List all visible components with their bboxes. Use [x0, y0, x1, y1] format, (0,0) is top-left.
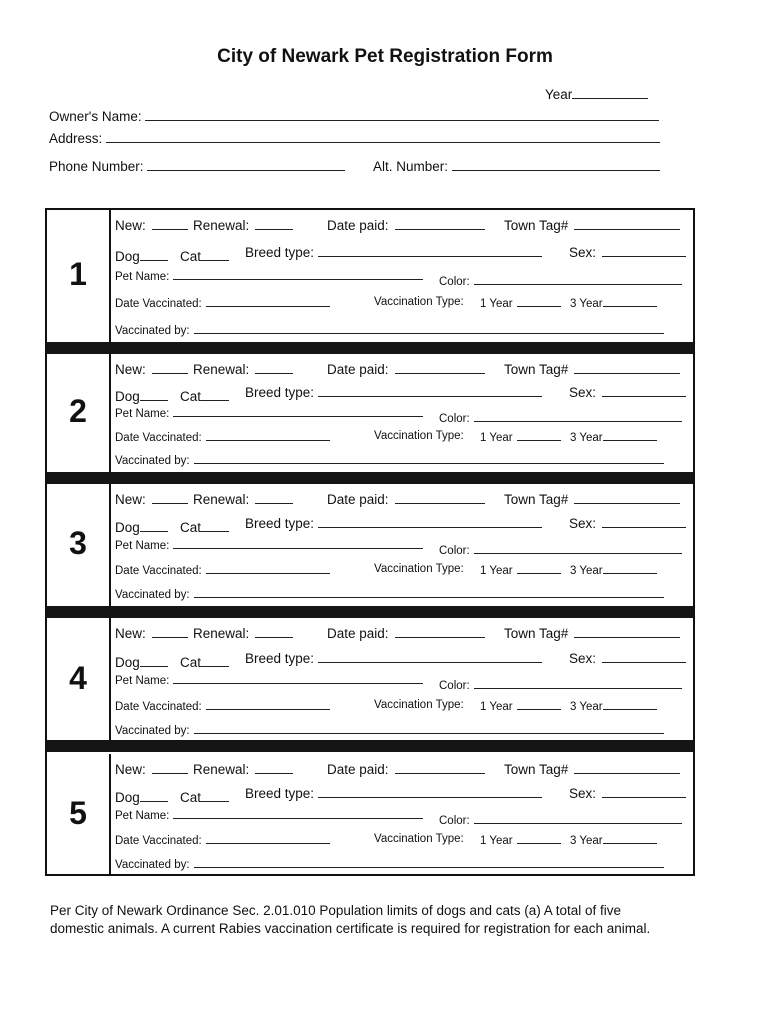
cat-label: Cat — [180, 790, 202, 806]
one-year-label: 1 Year — [480, 700, 513, 713]
new-input-line[interactable] — [152, 363, 188, 374]
sex-input-line[interactable] — [602, 246, 686, 257]
pet-name-label: Pet Name: — [115, 540, 170, 553]
cat-input-line[interactable] — [201, 250, 229, 261]
color-input-line[interactable] — [474, 274, 682, 285]
pet-name-label: Pet Name: — [115, 810, 170, 823]
date-vaccinated-input-line[interactable] — [206, 699, 330, 710]
row-number-divider — [109, 618, 111, 742]
vaccinated-by-label: Vaccinated by: — [115, 859, 190, 871]
pet-name-input-line[interactable] — [173, 406, 423, 417]
alt-number-field — [373, 158, 660, 174]
cat-input-line[interactable] — [201, 521, 229, 532]
date-paid-label: Date paid: — [327, 218, 389, 233]
vaccinated-by-label: Vaccinated by: — [115, 324, 190, 337]
cat-input-line[interactable] — [201, 791, 229, 802]
vaccinated-by-label: Vaccinated by: — [115, 724, 190, 737]
alt-number-label: Alt. Number: — [373, 159, 449, 174]
breed-type-label: Breed type: — [245, 516, 315, 532]
renewal-label: Renewal: — [193, 626, 250, 641]
pet-name-label: Pet Name: — [115, 675, 170, 688]
one-year-label: 1 Year — [480, 432, 513, 445]
breed-type-input-line[interactable] — [318, 652, 542, 663]
date-vaccinated-input-line[interactable] — [206, 296, 330, 307]
town-tag-label: Town Tag# — [504, 762, 569, 777]
breed-type-label: Breed type: — [245, 786, 315, 802]
dog-input-line[interactable] — [140, 656, 168, 667]
dog-label: Dog — [115, 790, 140, 806]
ordinance-note-line-1: Per City of Newark Ordinance Sec. 2.01.010 Population limits of dogs and cats (a) A total of five — [50, 903, 622, 918]
date-vaccinated-label: Date Vaccinated: — [115, 700, 202, 713]
town-tag-label: Town Tag# — [504, 362, 569, 377]
one-year-input-line[interactable] — [517, 699, 561, 710]
town-tag-input-line[interactable] — [574, 627, 680, 638]
row-separator — [47, 606, 693, 618]
pet-entry-row — [47, 754, 693, 876]
pet-name-input-line[interactable] — [173, 673, 423, 684]
renewal-input-line[interactable] — [255, 627, 293, 638]
pet-entry-row — [47, 618, 693, 742]
renewal-label: Renewal: — [193, 492, 250, 507]
pet-name-input-line[interactable] — [173, 269, 423, 280]
three-year-input-line[interactable] — [603, 563, 657, 574]
town-tag-label: Town Tag# — [504, 626, 569, 641]
date-vaccinated-label: Date Vaccinated: — [115, 565, 202, 578]
renewal-label: Renewal: — [193, 362, 250, 377]
dog-input-line[interactable] — [140, 791, 168, 802]
vaccination-type-label: Vaccination Type: — [374, 430, 464, 443]
new-input-line[interactable] — [152, 493, 188, 504]
sex-label: Sex: — [569, 786, 597, 802]
town-tag-label: Town Tag# — [504, 492, 569, 507]
vaccinated-by-input-line[interactable] — [194, 587, 664, 598]
ordinance-note — [50, 902, 730, 938]
three-year-input-line[interactable] — [603, 833, 657, 844]
row-number-divider — [109, 484, 111, 606]
cat-label: Cat — [180, 654, 202, 670]
date-vaccinated-label: Date Vaccinated: — [115, 835, 202, 848]
renewal-input-line[interactable] — [255, 763, 293, 774]
vaccination-type-label: Vaccination Type: — [374, 833, 464, 846]
three-year-label: 3 Year — [570, 432, 603, 445]
one-year-label: 1 Year — [480, 835, 513, 848]
vaccinated-by-input-line[interactable] — [194, 857, 664, 868]
town-tag-input-line[interactable] — [574, 363, 680, 374]
date-paid-label: Date paid: — [327, 362, 389, 377]
pet-entry-row — [47, 354, 693, 472]
year-field — [545, 86, 648, 102]
entry-number: 1 — [69, 256, 87, 292]
row-separator — [47, 342, 693, 354]
breed-type-input-line[interactable] — [318, 386, 542, 397]
sex-label: Sex: — [569, 385, 597, 401]
date-paid-label: Date paid: — [327, 626, 389, 641]
color-label: Color: — [439, 413, 470, 426]
three-year-label: 3 Year — [570, 565, 603, 578]
date-paid-input-line[interactable] — [395, 763, 485, 774]
year-input-line[interactable] — [572, 86, 648, 99]
date-paid-input-line[interactable] — [395, 363, 485, 374]
sex-label: Sex: — [569, 650, 597, 666]
dog-label: Dog — [115, 248, 140, 264]
alt-number-input-line[interactable] — [452, 158, 660, 171]
three-year-input-line[interactable] — [603, 699, 657, 710]
pet-entry-row — [47, 484, 693, 606]
row-number-divider — [109, 754, 111, 876]
sex-input-line[interactable] — [602, 517, 686, 528]
vaccinated-by-input-line[interactable] — [194, 323, 664, 334]
phone-input-line[interactable] — [147, 158, 345, 171]
town-tag-label: Town Tag# — [504, 218, 569, 233]
row-number-divider — [109, 354, 111, 472]
entry-number: 4 — [69, 660, 87, 696]
renewal-input-line[interactable] — [255, 363, 293, 374]
dog-label: Dog — [115, 520, 140, 536]
breed-type-input-line[interactable] — [318, 517, 542, 528]
cat-input-line[interactable] — [201, 656, 229, 667]
address-input-line[interactable] — [106, 130, 660, 143]
vaccinated-by-input-line[interactable] — [194, 453, 664, 464]
one-year-label: 1 Year — [480, 298, 513, 311]
new-label: New: — [115, 626, 146, 641]
three-year-input-line[interactable] — [603, 430, 657, 441]
dog-input-line[interactable] — [140, 390, 168, 401]
date-paid-input-line[interactable] — [395, 627, 485, 638]
date-vaccinated-label: Date Vaccinated: — [115, 432, 202, 445]
dog-input-line[interactable] — [140, 521, 168, 532]
date-paid-label: Date paid: — [327, 762, 389, 777]
one-year-input-line[interactable] — [517, 563, 561, 574]
cat-label: Cat — [180, 389, 202, 405]
owner-name-field — [49, 108, 659, 124]
town-tag-input-line[interactable] — [574, 493, 680, 504]
vaccination-type-label: Vaccination Type: — [374, 563, 464, 576]
one-year-input-line[interactable] — [517, 833, 561, 844]
renewal-label: Renewal: — [193, 762, 250, 777]
breed-type-label: Breed type: — [245, 244, 315, 260]
pet-name-input-line[interactable] — [173, 808, 423, 819]
row-number-divider — [109, 210, 111, 342]
pet-name-label: Pet Name: — [115, 270, 170, 283]
three-year-label: 3 Year — [570, 835, 603, 848]
vaccinated-by-label: Vaccinated by: — [115, 589, 190, 601]
date-paid-input-line[interactable] — [395, 493, 485, 504]
cat-input-line[interactable] — [201, 390, 229, 401]
breed-type-label: Breed type: — [245, 385, 315, 401]
town-tag-input-line[interactable] — [574, 219, 680, 230]
cat-label: Cat — [180, 248, 202, 264]
phone-label: Phone Number: — [49, 159, 144, 174]
renewal-input-line[interactable] — [255, 493, 293, 504]
date-vaccinated-input-line[interactable] — [206, 430, 330, 441]
color-label: Color: — [439, 815, 470, 828]
sex-input-line[interactable] — [602, 787, 686, 798]
sex-label: Sex: — [569, 244, 597, 260]
date-vaccinated-input-line[interactable] — [206, 833, 330, 844]
address-field — [49, 130, 660, 146]
date-vaccinated-label: Date Vaccinated: — [115, 298, 202, 311]
breed-type-label: Breed type: — [245, 650, 315, 666]
town-tag-input-line[interactable] — [574, 763, 680, 774]
color-input-line[interactable] — [474, 678, 682, 689]
color-input-line[interactable] — [474, 813, 682, 824]
entry-number: 5 — [69, 795, 87, 831]
pet-name-input-line[interactable] — [173, 538, 423, 549]
vaccination-type-label: Vaccination Type: — [374, 698, 464, 711]
new-input-line[interactable] — [152, 763, 188, 774]
pet-name-label: Pet Name: — [115, 408, 170, 421]
new-input-line[interactable] — [152, 627, 188, 638]
owner-name-label: Owner's Name: — [49, 109, 142, 124]
three-year-label: 3 Year — [570, 700, 603, 713]
dog-label: Dog — [115, 654, 140, 670]
dog-label: Dog — [115, 389, 140, 405]
one-year-input-line[interactable] — [517, 430, 561, 441]
one-year-label: 1 Year — [480, 565, 513, 578]
entry-number: 2 — [69, 393, 87, 429]
new-label: New: — [115, 762, 146, 777]
vaccinated-by-input-line[interactable] — [194, 723, 664, 734]
entry-number: 3 — [69, 525, 87, 561]
dog-input-line[interactable] — [140, 250, 168, 261]
date-vaccinated-input-line[interactable] — [206, 563, 330, 574]
new-label: New: — [115, 362, 146, 377]
one-year-input-line[interactable] — [517, 296, 561, 307]
pet-entry-row — [47, 210, 693, 342]
sex-input-line[interactable] — [602, 386, 686, 397]
breed-type-input-line[interactable] — [318, 787, 542, 798]
cat-label: Cat — [180, 520, 202, 536]
form-title: City of Newark Pet Registration Form — [217, 46, 553, 67]
address-label: Address: — [49, 131, 103, 146]
color-label: Color: — [439, 545, 470, 558]
three-year-input-line[interactable] — [603, 296, 657, 307]
renewal-input-line[interactable] — [255, 219, 293, 230]
new-input-line[interactable] — [152, 219, 188, 230]
vaccination-type-label: Vaccination Type: — [374, 296, 464, 309]
color-label: Color: — [439, 680, 470, 693]
color-input-line[interactable] — [474, 543, 682, 554]
new-label: New: — [115, 492, 146, 507]
three-year-label: 3 Year — [570, 298, 603, 311]
vaccinated-by-label: Vaccinated by: — [115, 455, 190, 468]
ordinance-note-line-2: domestic animals. A current Rabies vaccination certificate is required for registration for each animal. — [50, 921, 651, 936]
renewal-label: Renewal: — [193, 218, 250, 233]
row-separator — [47, 472, 693, 484]
color-label: Color: — [439, 275, 470, 288]
breed-type-input-line[interactable] — [318, 246, 542, 257]
year-label: Year — [545, 87, 573, 102]
pet-entries-table — [45, 208, 695, 876]
phone-field — [49, 158, 345, 174]
color-input-line[interactable] — [474, 411, 682, 422]
sex-label: Sex: — [569, 516, 597, 532]
date-paid-input-line[interactable] — [395, 219, 485, 230]
new-label: New: — [115, 218, 146, 233]
sex-input-line[interactable] — [602, 652, 686, 663]
owner-name-input-line[interactable] — [145, 108, 659, 121]
date-paid-label: Date paid: — [327, 492, 389, 507]
